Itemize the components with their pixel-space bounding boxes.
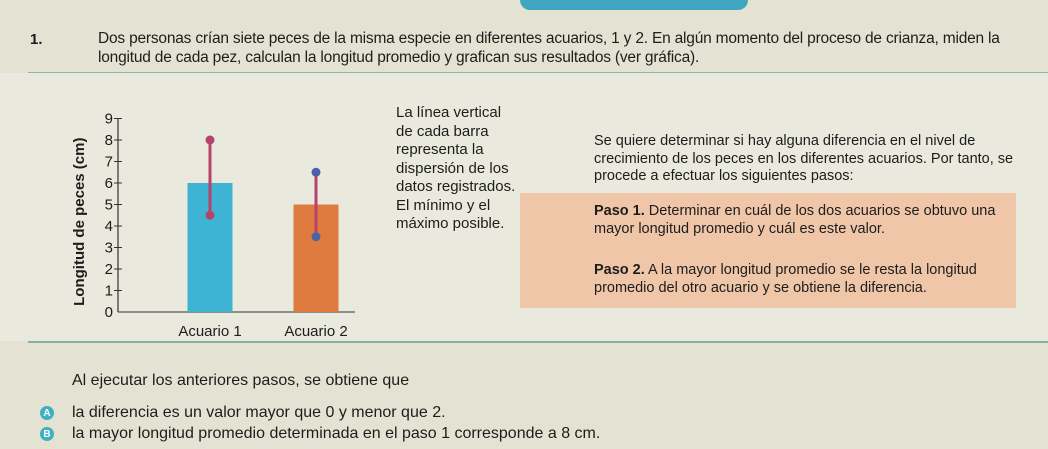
option-b[interactable] <box>40 425 600 443</box>
step-2 <box>594 262 1014 297</box>
intro-paragraph: Se quiere determinar si hay alguna diferencia en el nivel de crecimiento de los peces en los diferentes acuarios. Por tanto, se procede a efectuar los siguientes pasos: <box>594 133 1014 184</box>
error-bar-max-dot <box>206 136 215 145</box>
chart-note <box>396 104 515 234</box>
step-text: A la mayor longitud promedio se le resta la longitud promedio del otro acuario y se obtiene la diferencia. <box>594 262 977 296</box>
top-accent-bar <box>520 0 748 10</box>
y-tick-label: 8 <box>104 132 113 149</box>
error-bar-min-dot <box>312 232 321 241</box>
y-tick-label: 1 <box>104 282 113 300</box>
note-line: máximo posible. <box>396 215 505 232</box>
note-line: El mínimo y el <box>396 196 491 214</box>
y-tick-label: 9 <box>104 110 113 128</box>
error-bar-min-dot <box>206 211 215 220</box>
bar-chart <box>60 80 390 345</box>
option-letter-badge: A <box>40 406 54 420</box>
option-text: la mayor longitud promedio determinada en el paso 1 corresponde a 8 cm. <box>72 425 601 442</box>
option-text: la diferencia es un valor mayor que 0 y menor que 2. <box>72 404 446 421</box>
step-label: Paso 1. <box>594 203 645 219</box>
y-tick-label: 2 <box>104 261 113 278</box>
note-line: representa la <box>396 141 484 158</box>
step-text: Determinar en cuál de los dos acuarios se obtuvo una mayor longitud promedio y cuál es este valor. <box>594 203 996 237</box>
option-letter-badge: B <box>40 427 54 441</box>
option-a[interactable] <box>40 404 446 422</box>
panel-top-rule <box>28 72 1048 73</box>
error-bar-max-dot <box>312 168 321 177</box>
step-1 <box>594 203 1014 238</box>
question-number: 1. <box>30 31 43 48</box>
x-category-label: Acuario 2 <box>284 323 348 340</box>
note-line: La línea vertical <box>396 104 502 121</box>
y-tick-label: 6 <box>104 175 113 192</box>
note-line: dispersión de los <box>396 159 509 177</box>
y-axis-label: Longitud de peces (cm) <box>71 137 88 306</box>
result-prompt: Al ejecutar los anteriores pasos, se obtiene que <box>72 372 410 389</box>
y-tick-label: 5 <box>104 196 113 214</box>
y-tick-label: 4 <box>104 218 113 235</box>
note-line: datos registrados. <box>396 178 516 195</box>
y-tick-label: 0 <box>104 304 113 321</box>
note-line: de cada barra <box>396 122 489 140</box>
y-tick-label: 3 <box>104 239 113 257</box>
y-tick-label: 7 <box>104 153 113 171</box>
step-label: Paso 2. <box>594 262 645 278</box>
question-text: Dos personas crían siete peces de la misma especie en diferentes acuarios, 1 y 2. En algún momento del proceso de crianza, miden la longitud de cada pez, calculan la longitud promedio y grafican sus resultados (ver gráfica). <box>98 30 1000 66</box>
x-category-label: Acuario 1 <box>178 323 242 340</box>
